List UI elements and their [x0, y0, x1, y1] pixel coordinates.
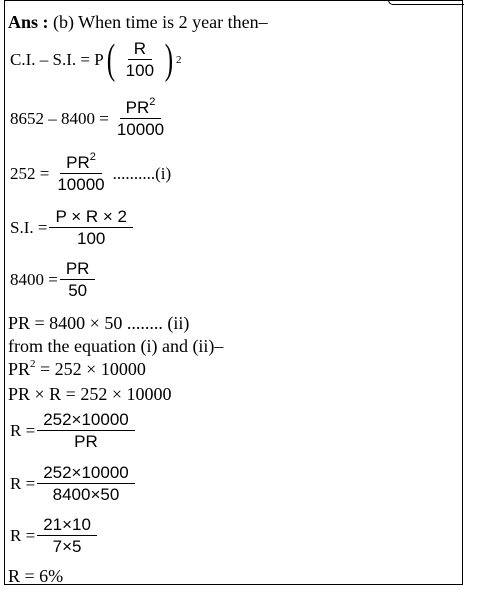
- from-equation-text: from the equation (i) and (ii)–: [8, 336, 224, 356]
- eq5-fraction: [60, 258, 96, 301]
- eq12-fraction: [37, 514, 97, 557]
- final-answer: R = 6%: [8, 566, 64, 586]
- eq11-lhs: R =: [10, 473, 36, 493]
- eq4-numerator: P × R × 2: [49, 206, 133, 228]
- right-paren: ): [164, 36, 174, 83]
- eq2-denominator: 10000: [116, 120, 165, 139]
- eq10-numerator: 252×10000: [37, 409, 135, 431]
- eq3-numerator: $PR^2$: [60, 152, 102, 174]
- eq12-lhs: R =: [10, 525, 36, 545]
- eq4-fraction: [49, 206, 133, 249]
- eq3-tag: ..........(i): [112, 163, 172, 183]
- eq1-denominator: 100: [125, 61, 155, 80]
- left-paren: (: [106, 36, 115, 83]
- eq11-denominator: 8400×50: [52, 485, 120, 504]
- equation-si: [10, 206, 135, 249]
- eq4-denominator: 100: [77, 229, 106, 248]
- eq5-denominator: 50: [68, 281, 88, 300]
- answer-header: [8, 12, 268, 32]
- eq11-numerator: 252×10000: [37, 462, 135, 484]
- pr-times-r-line: PR × R = 252 × 10000: [8, 384, 172, 404]
- equation-difference: [10, 97, 172, 140]
- equation-r-numeric: [10, 462, 137, 505]
- eq2-fraction: [111, 97, 170, 140]
- intro-text: (b) When time is 2 year then–: [53, 12, 268, 32]
- ans-label: Ans :: [8, 12, 49, 32]
- equation-ii: PR = 8400 × 50 ........ (ii): [8, 313, 190, 333]
- eq2-numerator: $PR^2$: [120, 97, 162, 119]
- top-border-fragment: [388, 0, 464, 5]
- eq4-lhs: S.I. =: [10, 217, 48, 237]
- eq10-fraction: [37, 409, 135, 452]
- eq3-lhs: 252 =: [10, 163, 50, 183]
- eq1-fraction: [120, 38, 160, 81]
- eq3-fraction: [51, 152, 110, 195]
- equation-i: [10, 152, 171, 195]
- eq3-denominator: 10000: [57, 175, 105, 194]
- eq10-denominator: PR: [74, 432, 98, 451]
- eq2-lhs: 8652 – 8400 =: [10, 108, 109, 128]
- equation-ci-si: C.I. – S.I. = P ( $\frac{R}{100}$ ) 2: [10, 36, 182, 83]
- equation-r-pr: [10, 409, 137, 452]
- equation-8400: [10, 258, 97, 301]
- eq10-lhs: R =: [10, 420, 36, 440]
- eq12-denominator: 7×5: [52, 537, 82, 556]
- eq12-numerator: 21×10: [37, 514, 97, 536]
- eq5-lhs: 8400 =: [10, 269, 58, 289]
- eq1-lhs: C.I. – S.I. = P: [10, 49, 104, 69]
- equation-r-simplified: [10, 514, 99, 557]
- pr-squared-line: $PR^2 = 252 \times 10000$: [8, 358, 146, 379]
- eq11-fraction: [37, 462, 135, 505]
- eq1-numerator: R: [128, 38, 152, 60]
- eq5-numerator: PR: [60, 258, 96, 280]
